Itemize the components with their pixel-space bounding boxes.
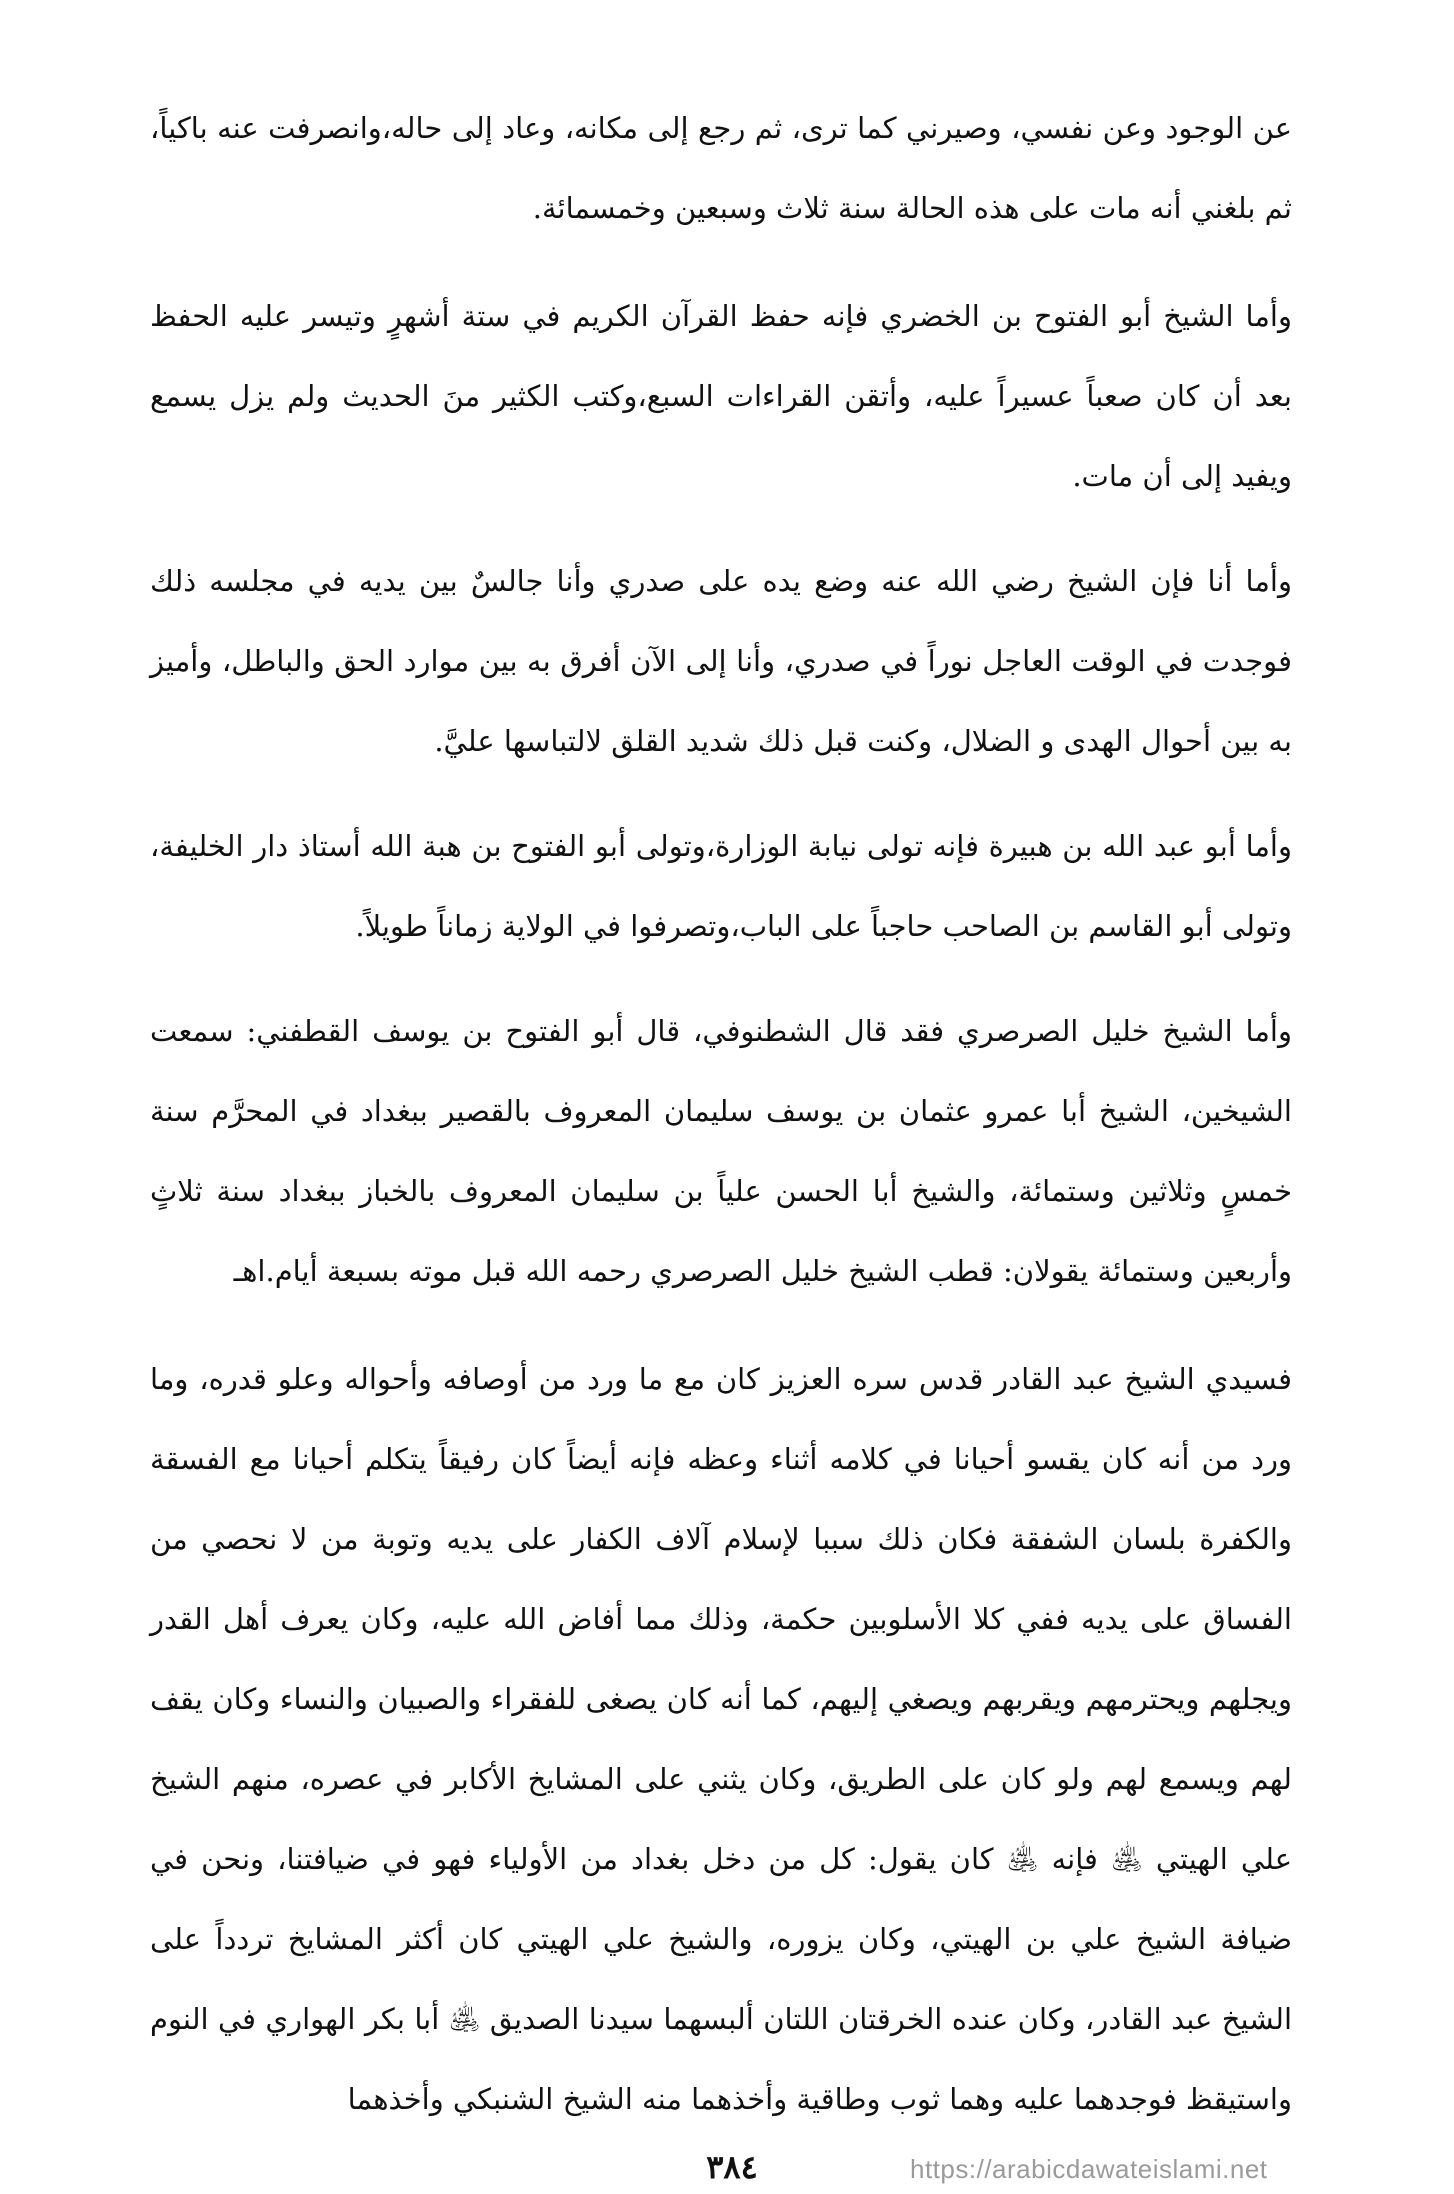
- paragraph-3: وأما أنا فإن الشيخ رضي الله عنه وضع يده على صدري وأنا جالسٌ بين يديه في مجلسه ذلك فوجدت في الوقت العاجل نوراً في صدري، وأنا إلى الآن أفرق به بين موارد الحق والباطل، وأميز به بين أحوال الهدى و الضلال، وكنت قبل ذلك شديد القلق لالتباسها عليَّ.: [150, 564, 1292, 758]
- source-watermark-url: https://arabicdawateislami.net: [910, 2154, 1268, 2184]
- page-number: ٣٨٤: [706, 2148, 758, 2186]
- paragraph-1: عن الوجود وعن نفسي، وصيرني كما ترى، ثم رجع إلى مكانه، وعاد إلى حاله،وانصرفت عنه باكياً، ثم بلغني أنه مات على هذه الحالة سنة ثلاث وسبعين وخمسمائة.: [150, 111, 1292, 225]
- paragraph-2: وأما الشيخ أبو الفتوح بن الخضري فإنه حفظ القرآن الكريم في ستة أشهرٍ وتيسر عليه الحفظ بعد أن كان صعباً عسيراً عليه، وأتقن القراءات السبع،وكتب الكثير منَ الحديث ولم يزل يسمع ويفيد إلى أن مات.: [150, 299, 1292, 493]
- paragraph-5: وأما الشيخ خليل الصرصري فقد قال الشطنوفي، قال أبو الفتوح بن يوسف القطفني: سمعت الشيخين، الشيخ أبا عمرو عثمان بن يوسف سليمان المعروف بالقصير ببغداد في المحرَّم سنة خمسٍ وثلاثين وستمائة، والشيخ أبا الحسن علياً بن سليمان المعروف بالخباز ببغداد سنة ثلاثٍ وأربعين وستمائة يقولان: قطب الشيخ خليل الصرصري رحمه الله قبل موته بسبعة أيام.اهـ: [150, 1014, 1292, 1288]
- paragraph-6: فسيدي الشيخ عبد القادر قدس سره العزيز كان مع ما ورد من أوصافه وأحواله وعلو قدره، وما ورد من أنه كان يقسو أحيانا في كلامه أثناء وعظه فإنه أيضاً كان رفيقاً يتكلم أحيانا مع الفسقة والكفرة بلسان الشفقة فكان ذلك سببا لإسلام آلاف الكفار على يديه وتوبة من لا نحصي من الفساق على يديه ففي كلا الأسلوبين حكمة، وذلك مما أفاض الله عليه، وكان يعرف أهل القدر ويجلهم ويحترمهم ويقربهم ويصغي إليهم، كما أنه كان يصغى للفقراء والصبيان والنساء وكان يقف لهم ويسمع لهم ولو كان على الطريق، وكان يثني على المشايخ الأكابر في عصره، منهم الشيخ علي الهيتي ﵁ فإنه ﵁ كان يقول: كل من دخل بغداد من الأولياء فهو في ضيافتنا، ونحن في ضيافة الشيخ علي بن الهيتي، وكان يزوره، والشيخ علي الهيتي كان أكثر المشايخ تردداً على الشيخ عبد القادر، وكان عنده الخرقتان اللتان ألبسهما سيدنا الصديق ﵁ أبا بكر الهواري في النوم واستيقظ فوجدهما عليه وهما ثوب وطاقية وأخذهما منه الشيخ الشنبكي وأخذهما: [150, 1362, 1292, 2116]
- page-footer: [0, 2148, 1454, 2194]
- paragraph-4: وأما أبو عبد الله بن هبيرة فإنه تولى نيابة الوزارة،وتولى أبو الفتوح بن هبة الله أستاذ دار الخليفة، وتولى أبو القاسم بن الصاحب حاجباً على الباب،وتصرفوا في الولاية زماناً طويلاً.: [150, 829, 1292, 943]
- page-body-text: [150, 88, 1292, 2139]
